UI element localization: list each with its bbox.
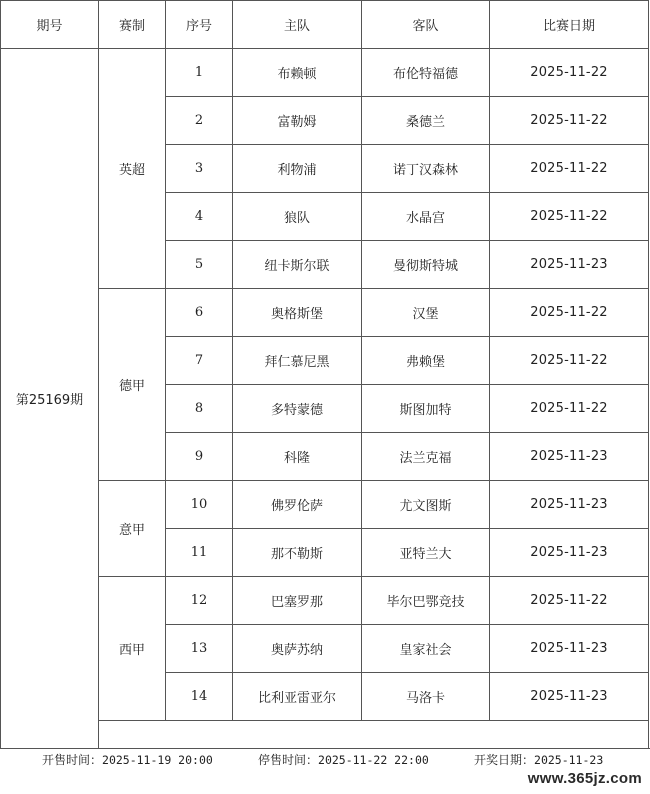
period-cell: 第25169期 <box>1 49 99 749</box>
sale-start-value: 2025-11-19 20:00 <box>102 753 213 767</box>
date-cell: 2025-11-22 <box>490 337 649 385</box>
league-cell: 德甲 <box>99 289 166 481</box>
date-cell: 2025-11-23 <box>490 673 649 721</box>
date-cell: 2025-11-23 <box>490 241 649 289</box>
sale-end-label: 停售时间： <box>258 753 319 767</box>
away-team-cell: 毕尔巴鄂竞技 <box>362 577 490 625</box>
date-cell: 2025-11-22 <box>490 97 649 145</box>
home-team-cell: 狼队 <box>233 193 362 241</box>
away-team-cell: 弗赖堡 <box>362 337 490 385</box>
header-seq: 序号 <box>166 1 233 49</box>
home-team-cell: 比利亚雷亚尔 <box>233 673 362 721</box>
seq-cell: 6 <box>166 289 233 337</box>
away-team-cell: 皇家社会 <box>362 625 490 673</box>
seq-cell: 8 <box>166 385 233 433</box>
away-team-cell: 曼彻斯特城 <box>362 241 490 289</box>
date-cell: 2025-11-22 <box>490 577 649 625</box>
sale-start-info <box>42 751 213 768</box>
seq-cell: 7 <box>166 337 233 385</box>
sale-info-footer <box>0 743 650 773</box>
date-cell: 2025-11-23 <box>490 433 649 481</box>
date-cell: 2025-11-22 <box>490 145 649 193</box>
date-cell: 2025-11-23 <box>490 529 649 577</box>
home-team-cell: 科隆 <box>233 433 362 481</box>
site-watermark: www.365jz.com <box>527 770 642 787</box>
away-team-cell: 斯图加特 <box>362 385 490 433</box>
seq-cell: 14 <box>166 673 233 721</box>
away-team-cell: 桑德兰 <box>362 97 490 145</box>
sale-end-value: 2025-11-22 22:00 <box>318 753 429 767</box>
home-team-cell: 布赖顿 <box>233 49 362 97</box>
table-row <box>1 289 649 337</box>
home-team-cell: 巴塞罗那 <box>233 577 362 625</box>
home-team-cell: 纽卡斯尔联 <box>233 241 362 289</box>
seq-cell: 12 <box>166 577 233 625</box>
away-team-cell: 尤文图斯 <box>362 481 490 529</box>
away-team-cell: 汉堡 <box>362 289 490 337</box>
header-away: 客队 <box>362 1 490 49</box>
date-cell: 2025-11-22 <box>490 289 649 337</box>
away-team-cell: 布伦特福德 <box>362 49 490 97</box>
seq-cell: 2 <box>166 97 233 145</box>
home-team-cell: 那不勒斯 <box>233 529 362 577</box>
date-cell: 2025-11-23 <box>490 481 649 529</box>
draw-date-value: 2025-11-23 <box>534 753 604 767</box>
header-date: 比赛日期 <box>490 1 649 49</box>
date-cell: 2025-11-22 <box>490 385 649 433</box>
league-cell: 英超 <box>99 49 166 289</box>
home-team-cell: 拜仁慕尼黑 <box>233 337 362 385</box>
table-row <box>1 577 649 625</box>
home-team-cell: 多特蒙德 <box>233 385 362 433</box>
draw-date-label: 开奖日期： <box>474 753 535 767</box>
date-cell: 2025-11-22 <box>490 49 649 97</box>
seq-cell: 9 <box>166 433 233 481</box>
sale-end-info <box>258 751 429 768</box>
away-team-cell: 诺丁汉森林 <box>362 145 490 193</box>
seq-cell: 10 <box>166 481 233 529</box>
away-team-cell: 法兰克福 <box>362 433 490 481</box>
seq-cell: 1 <box>166 49 233 97</box>
home-team-cell: 佛罗伦萨 <box>233 481 362 529</box>
league-cell: 西甲 <box>99 577 166 721</box>
home-team-cell: 奥萨苏纳 <box>233 625 362 673</box>
table-row <box>1 49 649 97</box>
header-home: 主队 <box>233 1 362 49</box>
seq-cell: 3 <box>166 145 233 193</box>
away-team-cell: 亚特兰大 <box>362 529 490 577</box>
home-team-cell: 奥格斯堡 <box>233 289 362 337</box>
sale-start-label: 开售时间： <box>42 753 103 767</box>
seq-cell: 13 <box>166 625 233 673</box>
away-team-cell: 水晶宫 <box>362 193 490 241</box>
date-cell: 2025-11-23 <box>490 625 649 673</box>
home-team-cell: 富勒姆 <box>233 97 362 145</box>
draw-date-info <box>474 751 603 768</box>
league-cell: 意甲 <box>99 481 166 577</box>
seq-cell: 4 <box>166 193 233 241</box>
home-team-cell: 利物浦 <box>233 145 362 193</box>
away-team-cell: 马洛卡 <box>362 673 490 721</box>
seq-cell: 11 <box>166 529 233 577</box>
seq-cell: 5 <box>166 241 233 289</box>
header-period: 期号 <box>1 1 99 49</box>
header-row <box>1 1 649 49</box>
table-row <box>1 481 649 529</box>
date-cell: 2025-11-22 <box>490 193 649 241</box>
header-league: 赛制 <box>99 1 166 49</box>
